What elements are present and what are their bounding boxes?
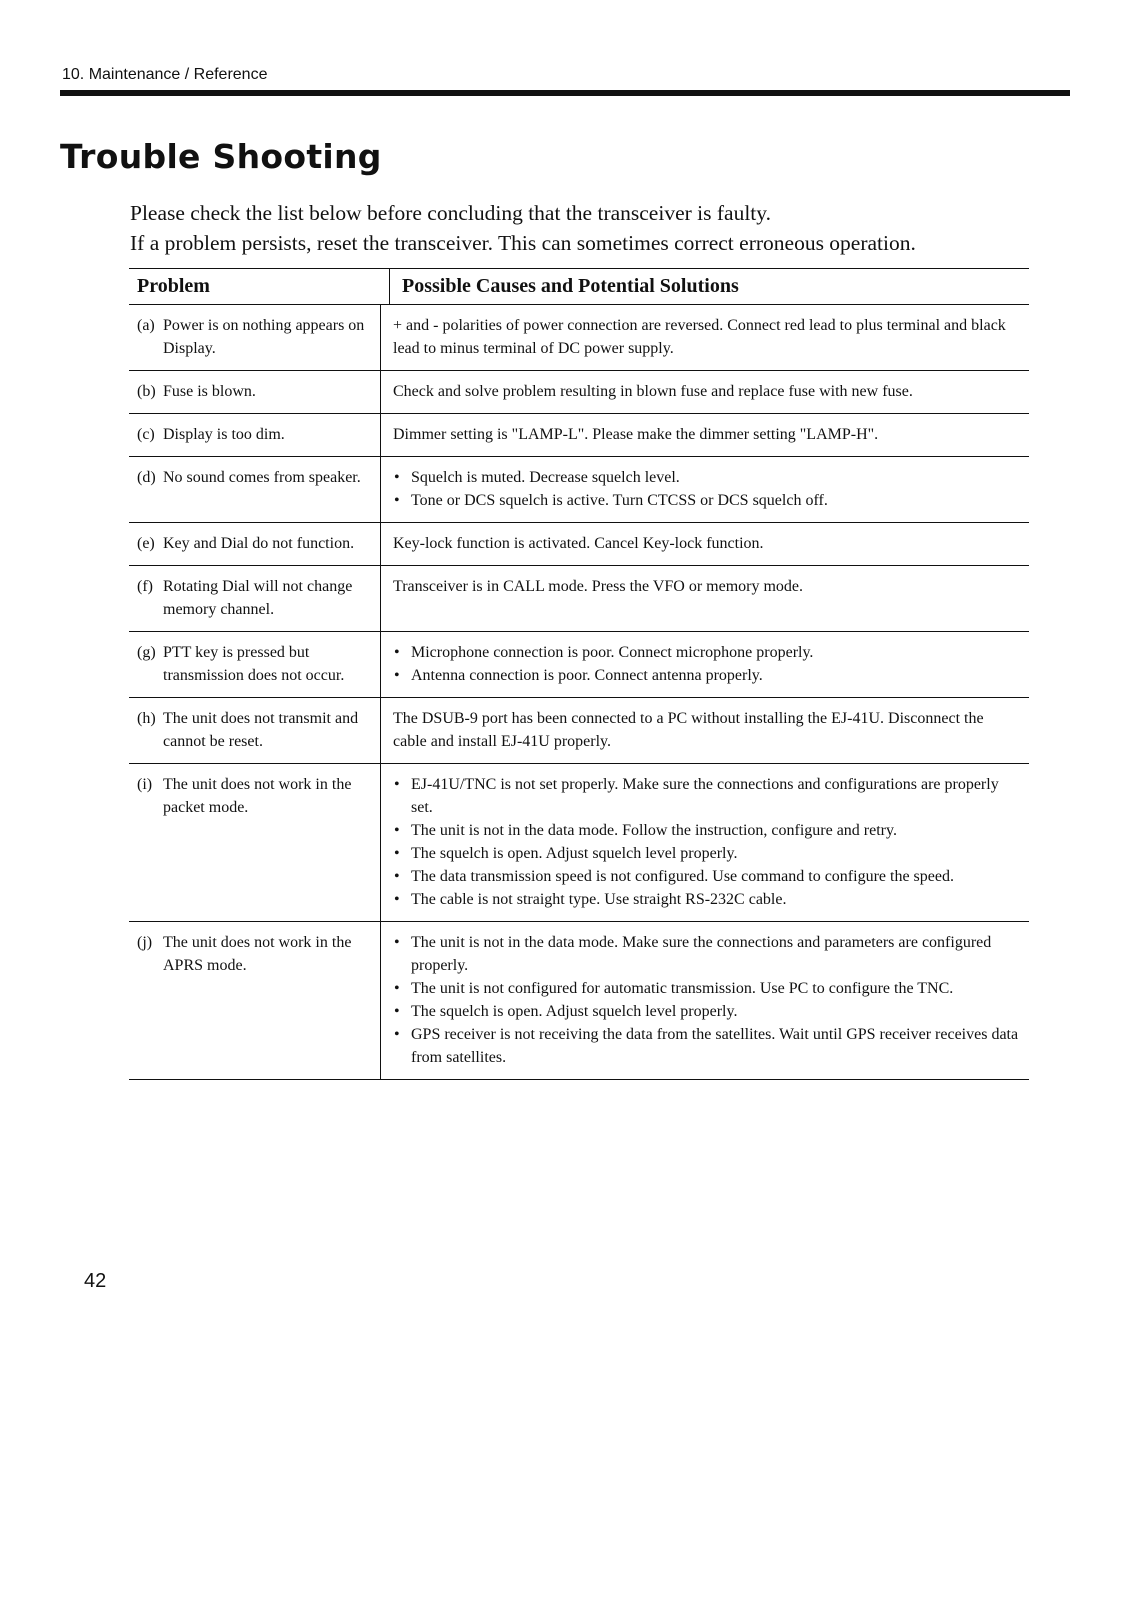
solution-item: • The data transmission speed is not configured. Use command to configure the speed. — [393, 865, 1021, 888]
solution-item: • Microphone connection is poor. Connect microphone properly. — [393, 641, 1021, 664]
problem-cell — [129, 698, 381, 763]
problem-text: PTT key is pressed but transmission does not occur. — [163, 644, 345, 684]
solution-list — [393, 466, 1021, 512]
page-number: 42 — [84, 1270, 107, 1292]
problem-cell — [129, 922, 381, 1079]
solution-item: • The unit is not configured for automatic transmission. Use PC to configure the TNC. — [393, 977, 1021, 1000]
solution-text: Dimmer setting is "LAMP-L". Please make the dimmer setting "LAMP-H". — [393, 426, 879, 443]
solution-cell — [381, 632, 1029, 697]
problem-letter: (c) — [137, 426, 155, 443]
table-row — [129, 523, 1029, 566]
intro-line: If a problem persists, reset the transceiver. This can sometimes correct erroneous operation. — [130, 231, 916, 255]
problem-letter: (b) — [137, 383, 156, 400]
problem-text: The unit does not work in the APRS mode. — [163, 934, 352, 974]
solution-text: The DSUB-9 port has been connected to a PC without installing the EJ-41U. Disconnect the cable and install EJ-41U properly. — [393, 710, 984, 750]
table-header — [129, 268, 1029, 305]
solution-list — [393, 641, 1021, 687]
solution-cell — [381, 566, 1029, 631]
problem-cell — [129, 632, 381, 697]
troubleshooting-table — [129, 268, 1029, 1080]
table-body — [129, 305, 1029, 1080]
problem-text: Key and Dial do not function. — [163, 535, 355, 552]
table-row — [129, 414, 1029, 457]
solution-item: • The unit is not in the data mode. Make sure the connections and parameters are configured properly. — [393, 931, 1021, 977]
problem-text: Fuse is blown. — [163, 383, 256, 400]
table-row — [129, 566, 1029, 632]
problem-letter: (f) — [137, 578, 153, 595]
problem-text: Rotating Dial will not change memory channel. — [163, 578, 353, 618]
problem-text: The unit does not work in the packet mode. — [163, 776, 352, 816]
intro-text — [130, 198, 1070, 258]
solution-item: • The squelch is open. Adjust squelch level properly. — [393, 842, 1021, 865]
solution-item: • Squelch is muted. Decrease squelch level. — [393, 466, 1021, 489]
solution-cell — [381, 523, 1029, 565]
problem-text: The unit does not transmit and cannot be reset. — [163, 710, 359, 750]
table-row — [129, 698, 1029, 764]
solution-item: • Antenna connection is poor. Connect antenna properly. — [393, 664, 1021, 687]
problem-letter: (e) — [137, 535, 155, 552]
section-label: 10. Maintenance / Reference — [62, 66, 268, 83]
problem-cell — [129, 764, 381, 921]
solution-text: Check and solve problem resulting in blown fuse and replace fuse with new fuse. — [393, 383, 913, 400]
solution-text: Transceiver is in CALL mode. Press the VFO or memory mode. — [393, 578, 804, 595]
solution-cell — [381, 764, 1029, 921]
table-row — [129, 305, 1029, 371]
problem-cell — [129, 457, 381, 522]
table-row — [129, 632, 1029, 698]
header-rule — [60, 90, 1070, 96]
solution-item: • The unit is not in the data mode. Follow the instruction, configure and retry. — [393, 819, 1021, 842]
solution-cell — [381, 922, 1029, 1079]
solution-item: • GPS receiver is not receiving the data from the satellites. Wait until GPS receiver receives data from satellites. — [393, 1023, 1021, 1069]
problem-letter: (g) — [137, 644, 156, 661]
problem-text: No sound comes from speaker. — [163, 469, 361, 486]
solution-list — [393, 773, 1021, 911]
table-row — [129, 764, 1029, 922]
solution-item: • EJ-41U/TNC is not set properly. Make sure the connections and configurations are properly set. — [393, 773, 1021, 819]
problem-letter: (i) — [137, 776, 153, 793]
solution-item: • The squelch is open. Adjust squelch level properly. — [393, 1000, 1021, 1023]
problem-text: Power is on nothing appears on Display. — [163, 317, 365, 357]
table-row — [129, 922, 1029, 1080]
intro-line: Please check the list below before concluding that the transceiver is faulty. — [130, 201, 771, 225]
solution-text: + and - polarities of power connection are reversed. Connect red lead to plus terminal and black lead to minus terminal of DC power supply. — [393, 317, 1006, 357]
problem-letter: (a) — [137, 317, 155, 334]
solution-item: • The cable is not straight type. Use straight RS-232C cable. — [393, 888, 1021, 911]
problem-cell — [129, 305, 381, 370]
solution-text: Key-lock function is activated. Cancel Key-lock function. — [393, 535, 764, 552]
problem-text: Display is too dim. — [163, 426, 285, 443]
column-header-solution: Possible Causes and Potential Solutions — [402, 275, 739, 297]
table-row — [129, 371, 1029, 414]
solution-list — [393, 931, 1021, 1069]
solution-cell — [381, 305, 1029, 370]
page-title: Trouble Shooting — [60, 137, 382, 176]
solution-item: • Tone or DCS squelch is active. Turn CTCSS or DCS squelch off. — [393, 489, 1021, 512]
problem-letter: (d) — [137, 469, 156, 486]
table-row — [129, 457, 1029, 523]
solution-cell — [381, 698, 1029, 763]
solution-cell — [381, 414, 1029, 456]
problem-cell — [129, 566, 381, 631]
problem-letter: (j) — [137, 934, 153, 951]
problem-letter: (h) — [137, 710, 156, 727]
problem-cell — [129, 414, 381, 456]
column-header-problem: Problem — [129, 269, 390, 304]
solution-cell — [381, 371, 1029, 413]
problem-cell — [129, 523, 381, 565]
problem-cell — [129, 371, 381, 413]
solution-cell — [381, 457, 1029, 522]
